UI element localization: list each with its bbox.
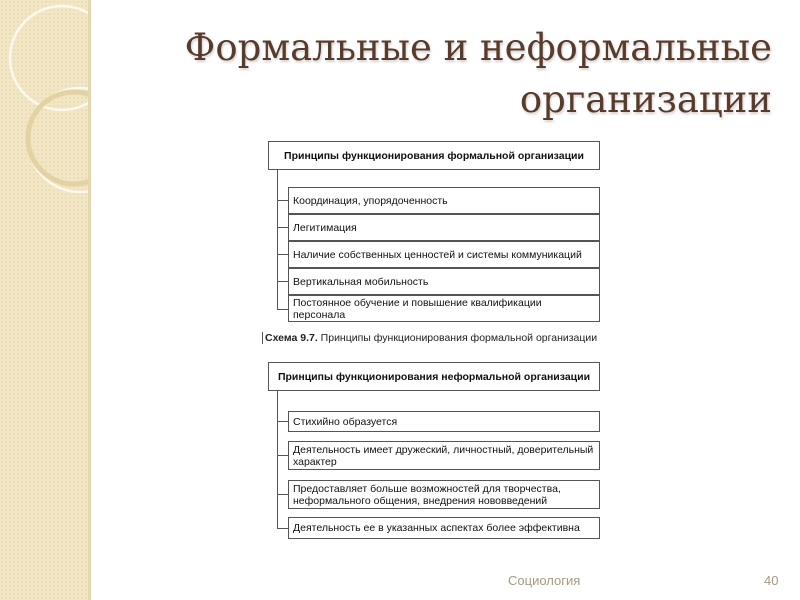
formal-connector-vertical bbox=[277, 170, 278, 310]
informal-item-3 bbox=[288, 480, 600, 509]
band-edge bbox=[88, 0, 91, 600]
informal-item-2 bbox=[288, 441, 600, 470]
slide-title: Формальные и неформальные организации bbox=[184, 26, 772, 121]
informal-item-4 bbox=[288, 517, 600, 539]
formal-item-3-text: Наличие собственных ценностей и системы коммуникаций bbox=[293, 248, 582, 261]
formal-diagram-caption bbox=[262, 332, 597, 344]
formal-header-text: Принципы функционирования формальной организации bbox=[284, 149, 584, 162]
formal-item-2 bbox=[288, 214, 600, 241]
formal-item-5-text: Постоянное обучение и повышение квалификации персонала bbox=[293, 296, 542, 321]
formal-connector-2 bbox=[277, 227, 288, 228]
informal-header-text: Принципы функционирования неформальной организации bbox=[277, 370, 591, 383]
footer-course-title: Социология bbox=[508, 573, 581, 588]
formal-connector-3 bbox=[277, 254, 288, 255]
informal-connector-3 bbox=[277, 494, 288, 495]
formal-connector-4 bbox=[277, 281, 288, 282]
informal-item-1-text: Стихийно образуется bbox=[293, 415, 398, 428]
formal-item-1 bbox=[288, 187, 600, 214]
formal-header-box bbox=[268, 141, 600, 170]
page-number: 40 bbox=[764, 573, 779, 588]
caption-label: Схема 9.7. bbox=[265, 332, 318, 344]
formal-item-1-text: Координация, упорядоченность bbox=[293, 194, 448, 207]
informal-connector-4 bbox=[277, 528, 288, 529]
formal-connector-1 bbox=[277, 200, 288, 201]
formal-item-4-text: Вертикальная мобильность bbox=[293, 275, 429, 288]
informal-item-3-text: Предоставляет больше возможностей для творчества, неформального общения, внедрения нововведений bbox=[293, 482, 561, 507]
informal-item-2-text: Деятельность имеет дружеский, личностный, доверительный характер bbox=[293, 443, 594, 468]
informal-connector-2 bbox=[277, 455, 288, 456]
formal-connector-5 bbox=[277, 309, 288, 310]
informal-item-1 bbox=[288, 411, 600, 432]
decorative-circles bbox=[0, 0, 88, 600]
formal-item-4 bbox=[288, 268, 600, 295]
caption-text: Принципы функционирования формальной организации bbox=[317, 332, 598, 344]
formal-item-2-text: Легитимация bbox=[293, 221, 357, 234]
informal-connector-1 bbox=[277, 421, 288, 422]
informal-item-4-text: Деятельность ее в указанных аспектах более эффективна bbox=[293, 522, 580, 534]
informal-connector-vertical bbox=[277, 391, 278, 528]
decorative-side-band bbox=[0, 0, 88, 600]
formal-item-3 bbox=[288, 241, 600, 268]
formal-item-5 bbox=[288, 295, 600, 322]
informal-header-box bbox=[268, 362, 600, 391]
